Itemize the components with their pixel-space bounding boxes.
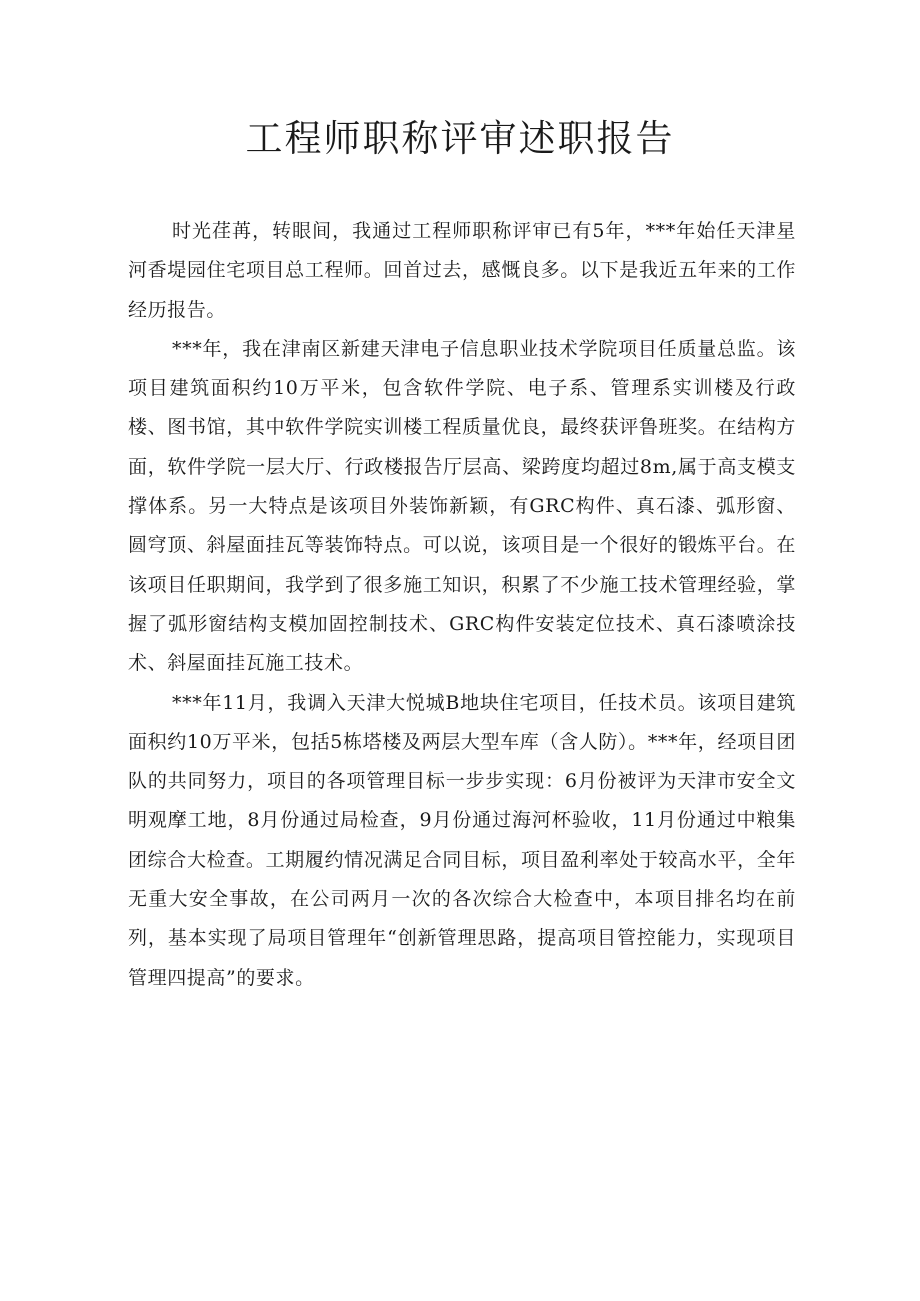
document-title: 工程师职称评审述职报告 xyxy=(245,117,675,160)
paragraph-quality-director: ***年，我在津南区新建天津电子信息职业技术学院项目任质量总监。该项目建筑面积约10万平米，包含软件学院、电子系、管理系实训楼及行政楼、图书馆，其中软件学院实训楼工程质量优良，最终获评鲁班奖。在结构方面，软件学院一层大厅、行政楼报告厅层高、梁跨度均超过8m,属于高支模支撑体系。另一大特点是该项目外装饰新颖，有GRC构件、真石漆、弧形窗、圆穹顶、斜屋面挂瓦等装饰特点。可以说，该项目是一个很好的锻炼平台。在该项目任职期间，我学到了很多施工知识，积累了不少施工技术管理经验，掌握了弧形窗结构支模加固控制技术、GRC构件安装定位技术、真石漆喷涂技术、斜屋面挂瓦施工技术。 xyxy=(128,337,796,675)
paragraph-technician: ***年11月，我调入天津大悦城B地块住宅项目，任技术员。该项目建筑面积约10万平米，包括5栋塔楼及两层大型车库（含人防）。***年，经项目团队的共同努力，项目的各项管理目标一步步实现：6月份被评为天津市安全文明观摩工地，8月份通过局检查，9月份通过海河杯验收，11月份通过中粮集团综合大检查。工期履约情况满足合同目标，项目盈利率处于较高水平，全年无重大安全事故，在公司两月一次的各次综合大检查中，本项目排名均在前列，基本实现了局项目管理年“创新管理思路，提高项目管控能力，实现项目管理四提高”的要求。 xyxy=(128,691,796,989)
document-body xyxy=(128,212,796,998)
paragraph-intro: 时光荏苒，转眼间，我通过工程师职称评审已有5年，***年始任天津星河香堤园住宅项目总工程师。回首过去，感慨良多。以下是我近五年来的工作经历报告。 xyxy=(128,220,796,321)
